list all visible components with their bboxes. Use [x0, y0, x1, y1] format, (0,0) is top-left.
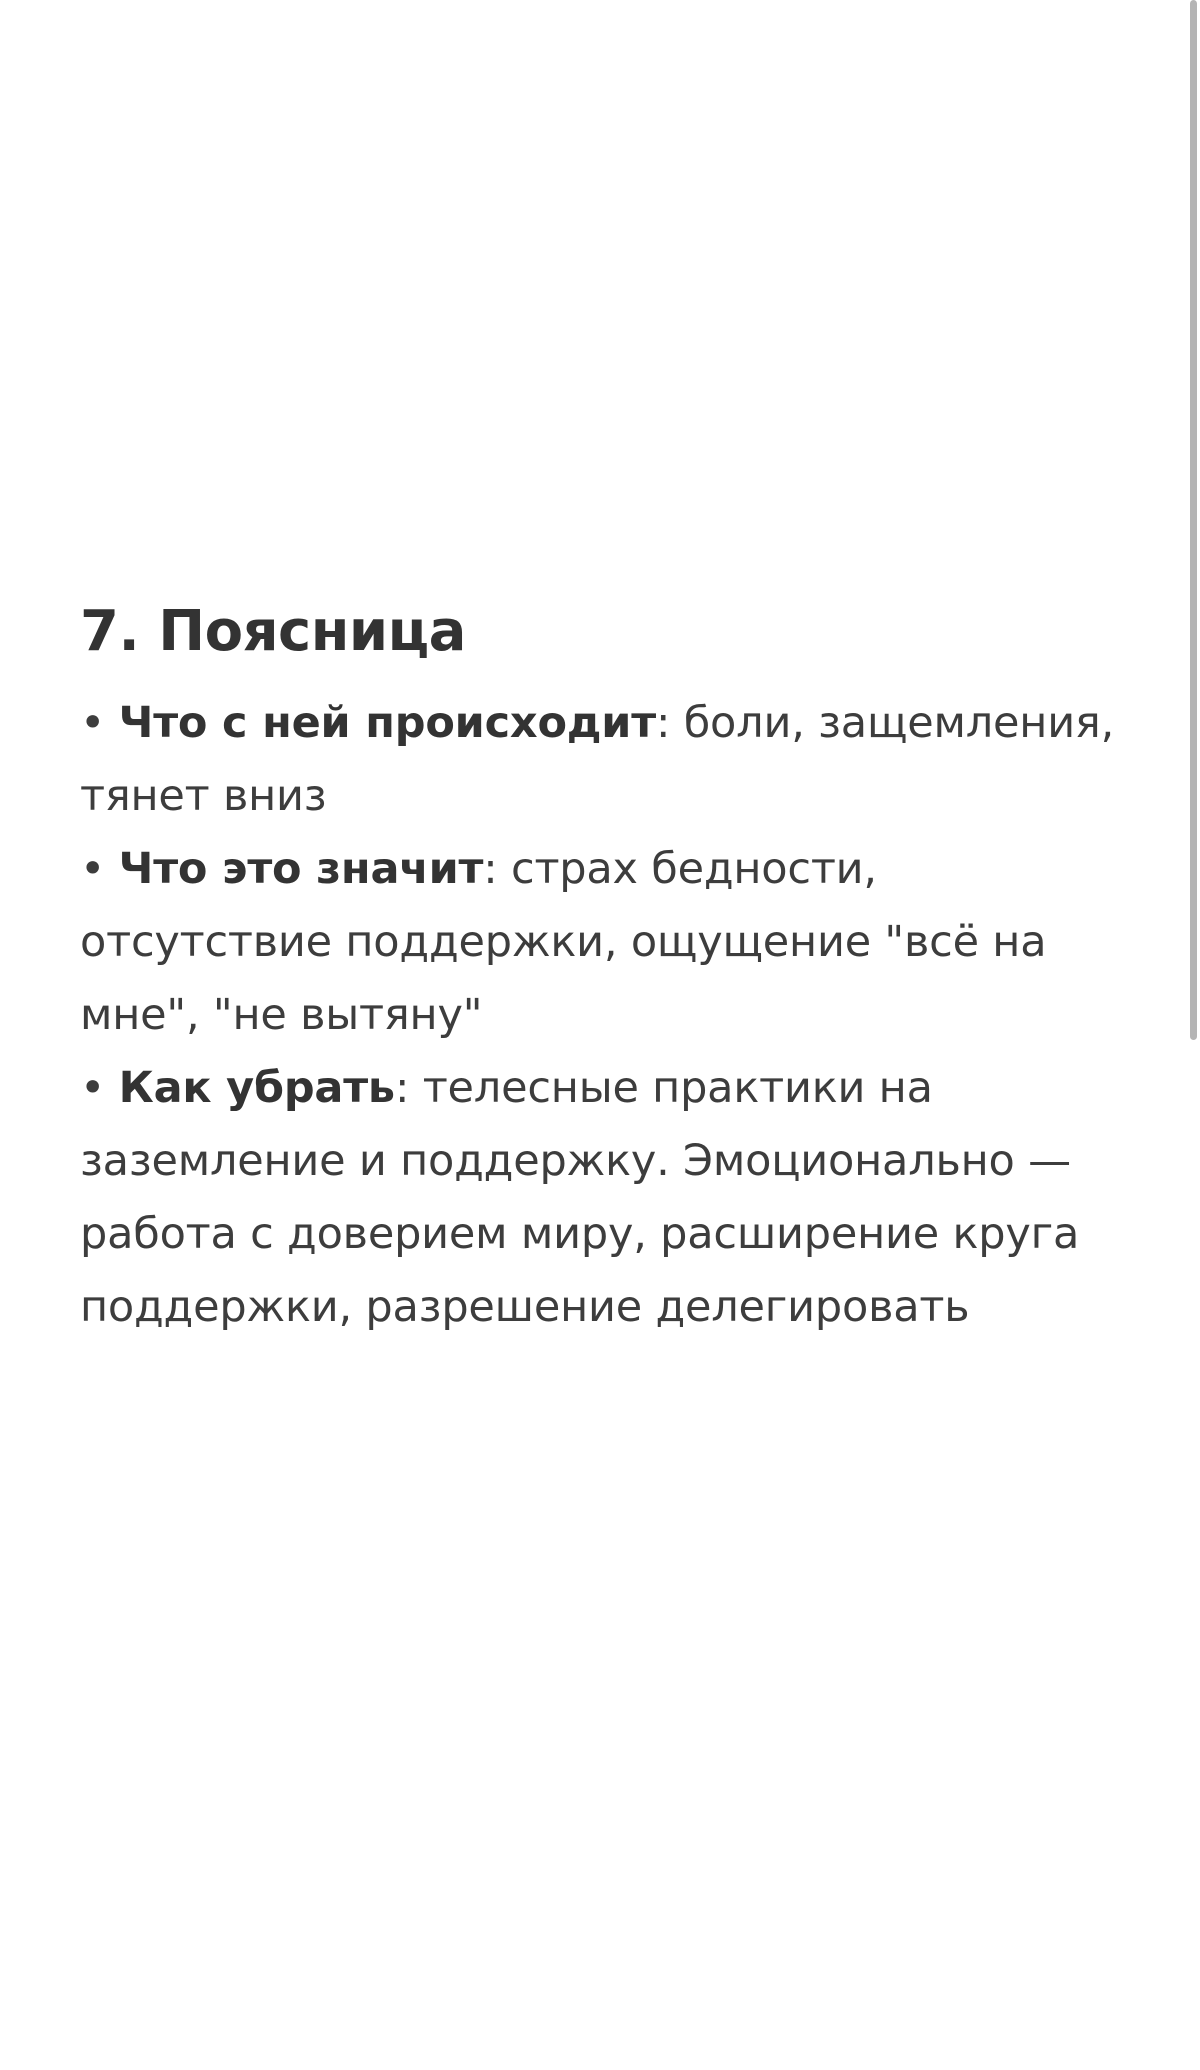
vertical-scrollbar[interactable] — [1184, 0, 1200, 2070]
bullet-term: Что это значит — [118, 844, 484, 895]
bullet-item-what-happens — [80, 687, 1140, 833]
bullet-marker: • — [80, 844, 106, 895]
bullet-item-meaning — [80, 833, 1140, 1052]
bullet-item-how-to-fix — [80, 1052, 1140, 1344]
bullet-marker: • — [80, 1063, 106, 1114]
bullet-term: Как убрать — [118, 1063, 395, 1114]
bullet-text: страх бедности, отсутствие поддержки, ощущение "всё на мне", "не вытяну" — [80, 844, 1047, 1041]
bullet-text: боли, защемления, тянет вниз — [80, 698, 1115, 822]
section-title: 7. Поясница — [80, 599, 466, 664]
bullet-marker: • — [80, 698, 106, 749]
bullet-list — [80, 687, 1140, 1344]
bullet-separator: : — [483, 844, 498, 895]
bullet-separator: : — [655, 698, 671, 749]
bullet-term: Что с ней происходит — [118, 698, 656, 749]
article-content — [80, 598, 1140, 1344]
scrollbar-thumb[interactable] — [1190, 0, 1197, 1040]
bullet-text: телесные практики на заземление и поддержку. Эмоционально — работа с доверием миру, расширение круга поддержки, разрешение делегировать — [80, 1063, 1080, 1333]
bullet-separator: : — [394, 1063, 410, 1114]
